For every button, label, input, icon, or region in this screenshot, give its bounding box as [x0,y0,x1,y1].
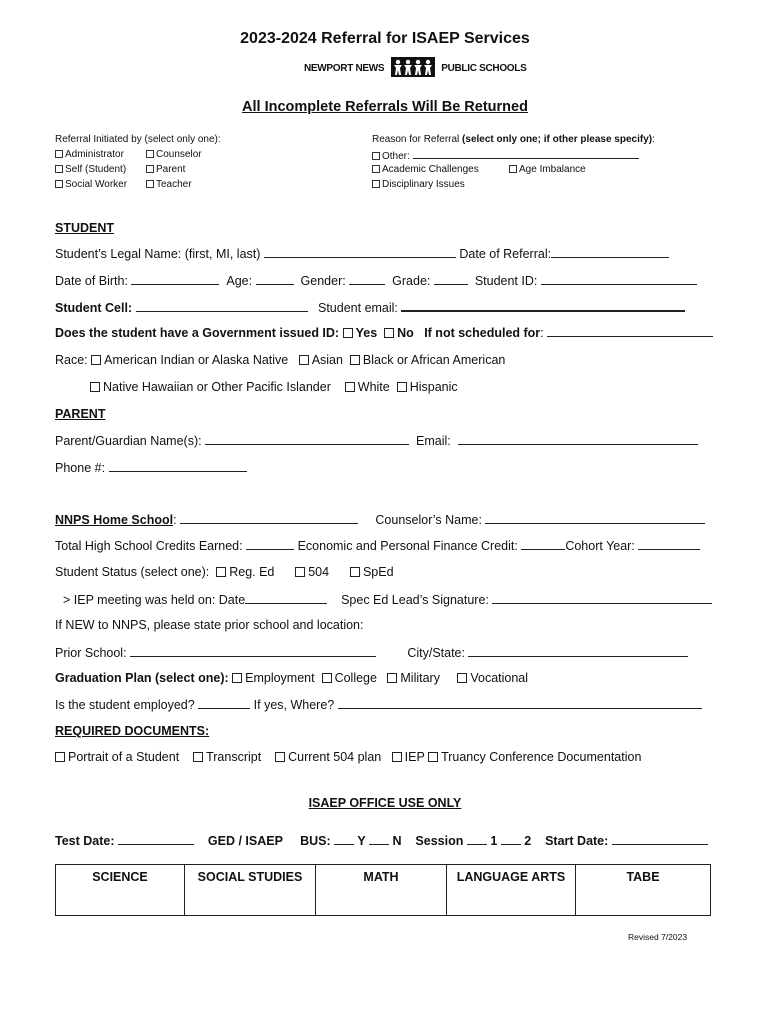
checkbox-icon[interactable] [457,673,467,683]
reason-academic[interactable]: Academic Challenges [372,164,479,175]
email-field[interactable] [401,299,685,312]
student-heading: STUDENT [55,221,115,235]
grade-field[interactable] [434,273,468,285]
row-gov-id: Does the student have a Government issued ID: Yes No If not scheduled for: [55,325,713,340]
row-cell: Student Cell: Student email: [55,299,685,315]
cell-field[interactable] [136,300,308,312]
session-1-field[interactable] [467,833,487,845]
row-parent: Parent/Guardian Name(s): Email: [55,433,698,448]
opt-self[interactable]: Self (Student) [55,164,126,175]
initiated-label: Referral Initiated by (select only one): [55,134,221,145]
col-science[interactable]: SCIENCE [56,865,185,916]
new-to-nnps: If NEW to NNPS, please state prior school and location: [55,618,364,632]
row-office: Test Date: GED / ISAEP BUS: Y N Session 1 2 Start Date: [55,833,708,848]
student-id-field[interactable] [541,273,697,285]
checkbox-icon[interactable] [216,567,226,577]
row-iep: > IEP meeting was held on: Date Spec Ed Lead’s Signature: [63,592,712,607]
city-state-field[interactable] [468,645,688,657]
other-specify-field[interactable] [413,149,639,159]
col-math[interactable]: MATH [316,865,447,916]
logo-text-left: NEWPORT NEWS [304,63,385,75]
checkbox-icon[interactable] [193,752,203,762]
checkbox-icon[interactable] [322,673,332,683]
checkbox-icon[interactable] [428,752,438,762]
finance-field[interactable] [521,538,565,550]
checkbox-icon[interactable] [387,673,397,683]
checkbox-icon[interactable] [350,567,360,577]
row-legal-name: Student’s Legal Name: (first, MI, last) Date of Referral: [55,246,669,261]
no-checkbox[interactable] [384,328,394,338]
office-heading: ISAEP OFFICE USE ONLY [308,796,462,810]
bus-n-field[interactable] [369,833,389,845]
credits-field[interactable] [246,538,294,550]
prior-school-field[interactable] [130,645,376,657]
col-tabe[interactable]: TABE [576,865,711,916]
checkbox-icon[interactable] [372,152,380,160]
row-phone: Phone #: [55,460,247,475]
checkbox-icon[interactable] [55,165,63,173]
dob-field[interactable] [131,273,219,285]
checkbox-icon[interactable] [275,752,285,762]
form-title: 2023-2024 Referral for ISAEP Services [240,30,530,47]
col-social-studies[interactable]: SOCIAL STUDIES [185,865,316,916]
logo-text-right: PUBLIC SCHOOLS [441,63,527,75]
row-race-1: Race: American Indian or Alaska Native Asian Black or African American [55,353,506,367]
not-scheduled-field[interactable] [547,325,713,337]
row-dob: Date of Birth: Age: Gender: Grade: Student ID: [55,273,697,288]
checkbox-icon[interactable] [55,752,65,762]
reason-label: Reason for Referral (select only one; if other please specify): [372,134,655,145]
logo-figures-icon [391,56,435,78]
checkbox-icon[interactable] [91,355,101,365]
checkbox-icon[interactable] [509,165,517,173]
opt-teacher[interactable]: Teacher [146,179,192,190]
table-row [56,865,711,916]
sped-signature-field[interactable] [492,592,712,604]
col-language-arts[interactable]: LANGUAGE ARTS [447,865,576,916]
checkbox-icon[interactable] [397,382,407,392]
iep-date-field[interactable] [245,592,327,604]
opt-counselor[interactable]: Counselor [146,149,202,160]
revised-date: Revised 7/2023 [628,932,688,942]
checkbox-icon[interactable] [146,150,154,158]
gender-field[interactable] [349,273,385,285]
session-2-field[interactable] [501,833,521,845]
row-status: Student Status (select one): Reg. Ed 504 SpEd [55,565,394,579]
age-field[interactable] [256,273,294,285]
incomplete-warning: All Incomplete Referrals Will Be Returned [242,99,528,115]
date-referral-field[interactable] [551,246,669,258]
opt-administrator[interactable]: Administrator [55,149,124,160]
start-date-field[interactable] [612,833,708,845]
bus-y-field[interactable] [334,833,354,845]
reason-age[interactable]: Age Imbalance [509,164,586,175]
checkbox-icon[interactable] [372,180,380,188]
checkbox-icon[interactable] [299,355,309,365]
opt-social-worker[interactable]: Social Worker [55,179,127,190]
checkbox-icon[interactable] [146,165,154,173]
row-credits: Total High School Credits Earned: Economic and Personal Finance Credit: Cohort Year: [55,538,700,553]
parent-heading: PARENT [55,407,106,421]
checkbox-icon[interactable] [295,567,305,577]
scores-table [55,864,711,916]
employer-field[interactable] [338,697,702,709]
documents-heading: REQUIRED DOCUMENTS: [55,724,210,738]
test-date-field[interactable] [118,833,194,845]
reason-other[interactable]: Other: [372,149,639,162]
legal-name-field[interactable] [264,246,456,258]
checkbox-icon[interactable] [55,150,63,158]
checkbox-icon[interactable] [392,752,402,762]
row-employed: Is the student employed? If yes, Where? [55,697,702,712]
row-graduation: Graduation Plan (select one): Employment College Military Vocational [55,671,529,685]
checkbox-icon[interactable] [232,673,242,683]
checkbox-icon[interactable] [90,382,100,392]
checkbox-icon[interactable] [350,355,360,365]
row-documents: Portrait of a Student Transcript Current 504 plan IEP Truancy Conference Documentation [55,750,641,764]
row-prior: Prior School: City/State: [55,645,688,660]
checkbox-icon[interactable] [372,165,380,173]
employed-field[interactable] [198,697,250,709]
checkbox-icon[interactable] [345,382,355,392]
cohort-field[interactable] [638,538,700,550]
yes-checkbox[interactable] [343,328,353,338]
opt-parent[interactable]: Parent [146,164,185,175]
checkbox-icon[interactable] [55,180,63,188]
row-race-2: Native Hawaiian or Other Pacific Islander White Hispanic [90,380,458,394]
reason-discipline[interactable]: Disciplinary Issues [372,179,465,190]
parent-email-field[interactable] [458,433,698,445]
checkbox-icon[interactable] [146,180,154,188]
counselor-field[interactable] [485,512,705,524]
district-logo [304,56,526,78]
parent-name-field[interactable] [205,433,409,445]
row-home-school: NNPS Home School: Counselor’s Name: [55,512,705,527]
home-school-field[interactable] [180,512,358,524]
phone-field[interactable] [109,460,247,472]
